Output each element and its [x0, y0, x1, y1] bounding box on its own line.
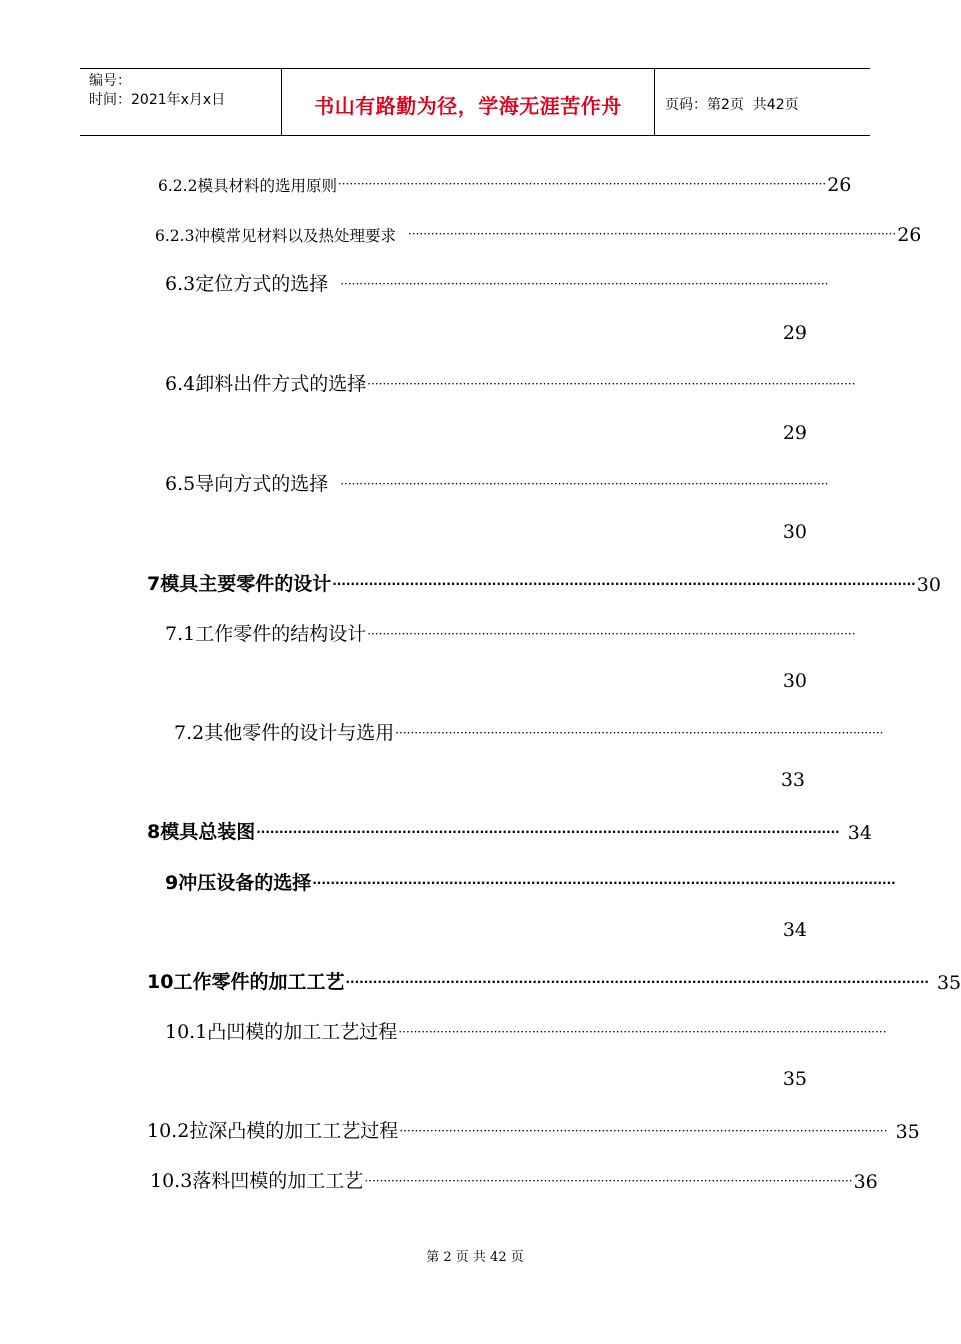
- toc-label: 10.1凸凹模的加工工艺过程: [165, 1021, 398, 1043]
- toc-page: 26: [827, 174, 852, 196]
- toc-entry-7-1[interactable]: [165, 620, 856, 646]
- toc-label: 6.4卸料出件方式的选择: [165, 373, 367, 395]
- toc-label: 7.2其他零件的设计与选用: [174, 722, 395, 744]
- toc-page-orphan: 30: [782, 521, 807, 543]
- toc-leader: ································································································································: [312, 876, 896, 890]
- toc-leader: ································································································································: [340, 477, 829, 491]
- toc-entry-10-2[interactable]: [147, 1117, 920, 1143]
- toc-leader: ································································································································: [340, 277, 829, 291]
- header-motto: 书山有路勤为径，学海无涯苦作舟: [282, 69, 655, 135]
- toc-page: 26: [897, 224, 922, 246]
- toc-entry-10-1[interactable]: [165, 1018, 887, 1044]
- toc-leader: ································································································································: [398, 1025, 887, 1039]
- toc-label: 6.3定位方式的选择: [165, 273, 329, 295]
- page-header: [80, 68, 870, 136]
- toc-leader: ································································································································: [395, 726, 884, 740]
- toc-leader: ································································································································: [367, 377, 856, 391]
- toc-page-orphan: 35: [782, 1068, 807, 1090]
- toc-entry-7-2[interactable]: [174, 719, 884, 745]
- toc-label: 6.2.3冲模常见材料以及热处理要求: [155, 227, 396, 245]
- toc-label: 7模具主要零件的设计: [147, 573, 332, 595]
- toc-entry-10-3[interactable]: [150, 1167, 878, 1193]
- toc-page-orphan: 30: [782, 670, 807, 692]
- header-time-label: 时间：2021年x月x日: [89, 92, 226, 108]
- toc-leader: ································································································································: [367, 627, 856, 641]
- toc-leader: ································································································································: [256, 825, 840, 839]
- toc-label: 8模具总装图: [147, 821, 256, 843]
- toc-page: 30: [916, 574, 941, 596]
- toc-page-orphan: 33: [780, 769, 805, 791]
- toc-leader: ································································································································: [407, 227, 897, 241]
- toc-label: 10工作零件的加工工艺: [147, 971, 345, 993]
- toc-entry-6-2-2[interactable]: [158, 170, 852, 196]
- toc-label: 6.5导向方式的选择: [165, 473, 329, 495]
- toc-entry-6-5[interactable]: [165, 470, 829, 496]
- toc-page-orphan: 29: [782, 322, 807, 344]
- toc-label: 7.1工作零件的结构设计: [165, 623, 367, 645]
- toc-entry-8[interactable]: [147, 818, 872, 844]
- toc-page-orphan: 29: [782, 422, 807, 444]
- toc-entry-6-4[interactable]: [165, 370, 856, 396]
- header-page-cell: [655, 69, 870, 135]
- toc-entry-6-2-3[interactable]: [155, 220, 922, 246]
- toc-label: 10.2拉深凸模的加工工艺过程: [147, 1120, 399, 1142]
- toc-entry-9[interactable]: [165, 869, 896, 895]
- toc-page: 36: [853, 1171, 878, 1193]
- header-info-cell: [80, 69, 282, 135]
- toc-label: 6.2.2模具材料的选用原则: [158, 177, 337, 195]
- toc-page: 35: [895, 1121, 920, 1143]
- toc-entry-7[interactable]: [147, 570, 941, 596]
- toc-leader: ································································································································: [399, 1124, 888, 1138]
- header-page-label: 页码：第2页 共42页: [665, 97, 799, 113]
- toc-leader: ································································································································: [332, 577, 916, 591]
- page-footer: [0, 1246, 950, 1265]
- toc-page-orphan: 34: [782, 919, 807, 941]
- toc-entry-6-3[interactable]: [165, 270, 829, 296]
- header-code-label: 编号：: [89, 73, 131, 89]
- toc-page: 35: [936, 972, 961, 994]
- toc-label: 10.3落料凹模的加工工艺: [150, 1170, 364, 1192]
- toc-entry-10[interactable]: [147, 968, 961, 994]
- toc-page: 34: [847, 822, 872, 844]
- toc-leader: ································································································································: [337, 177, 827, 191]
- footer-page-text: 第 2 页 共 42 页: [426, 1250, 524, 1265]
- toc-leader: ································································································································: [345, 975, 929, 989]
- toc-label: 9冲压设备的选择: [165, 872, 312, 894]
- toc-leader: ································································································································: [364, 1174, 853, 1188]
